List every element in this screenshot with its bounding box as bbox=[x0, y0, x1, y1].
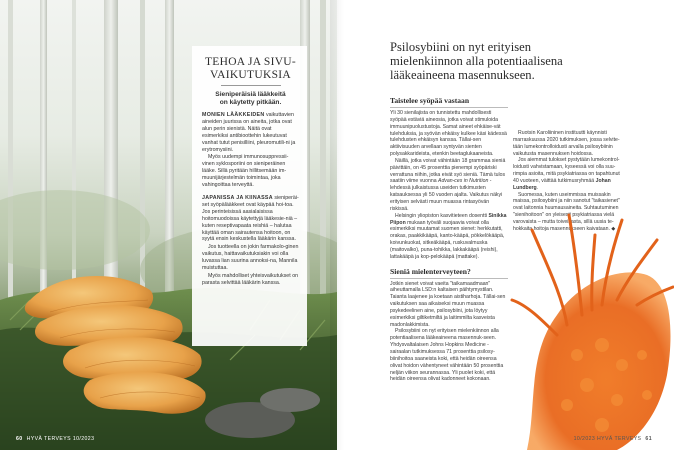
sidebar-subtitle-line1: Sieniperäisiä lääkkeitä bbox=[215, 91, 286, 98]
sidebar-title bbox=[202, 56, 299, 81]
sidebar-subtitle bbox=[202, 91, 299, 107]
sidebar-paragraph-2: Myös uudempi immunosuppressii-vinen syklosporiini on sieniperäinen lääke. Sillä pyritään hillitsemään im-muunijärjestelmän toimintaa, joka vahingoittaa terveyttä. bbox=[202, 154, 289, 189]
section1-paragraph-3 bbox=[390, 213, 508, 261]
sidebar-paragraph-5: Myös mahdolliset yhteisvaikutukset on parasta selvittää lääkärin kanssa. bbox=[202, 272, 299, 286]
sidebar-para3-lead: JAPANISSA JA KIINASSA bbox=[202, 194, 273, 201]
sidebar-paragraph-1 bbox=[202, 112, 299, 153]
section-heading-mental-health: Sieniä mielenterveyteen? bbox=[390, 266, 471, 276]
text-column-left bbox=[390, 96, 508, 383]
end-mark-icon: ◆ bbox=[611, 225, 616, 232]
col2-paragraph-2: Jos aiemmat tulokset pystytään lumekontrol-loidusti vahvistamaan, kyseessä voi olla suu-rimpia asioita, mitä psykiatriassa on tapahtunut 40 vuoteen, väittää tutkimusryhmää Johan Lundberg. bbox=[513, 157, 620, 191]
left-page-number: 60 bbox=[16, 436, 23, 442]
right-folio bbox=[574, 436, 652, 442]
sidebar-para1-text: vaikuttavien aineiden juurissa on aineita, jotka ovat alun perin sienistä. Näitä ovat esimerkiksi antibioottehin lukeutuvat vanhat tutut penisilliini, pleuromutili-ni ja erytromysiini. bbox=[202, 112, 296, 153]
col2-p3-text: Suomessa, kuten useimmissa muissakin maissa, psilosybiini ja niin sanotut "taikasienet" ovat laitonnia huumausaineita. Suhtautuminen "sienihoitoon" on yleisesti psykiatriassa vielä varovaista – mutta toiveikasta, sillä uusia te-hokkaita hoitoja masennukseen kaivataan. bbox=[513, 191, 620, 232]
headline-line3: lääkeaineena masennukseen. bbox=[390, 68, 535, 82]
s1-p3-name: Sinikka Piipon bbox=[390, 212, 507, 226]
sidebar-paragraph-3 bbox=[202, 195, 299, 243]
col2-p2-text: Jos aiemmat tulokset pystytään lumekontrol-loidusti vahvistamaan, kyseessä voi olla suu-rimpia asioita, mitä psykiatriassa on tapahtunut 40 vuoteen, väittää tutkimusryhmää bbox=[513, 157, 620, 184]
sidebar-subtitle-line2: on käytetty pitkään. bbox=[219, 99, 282, 106]
section-heading-cancer: Taistelee syöpää vastaan bbox=[390, 96, 470, 105]
right-folio-text: 10/2023 HYVÄ TERVEYS bbox=[573, 436, 642, 442]
right-page bbox=[337, 0, 674, 450]
right-page-number: 61 bbox=[645, 436, 652, 442]
s1-p2-rest: -lehdessä julkaistussa useiden tutkimusten katsauksessa yli 50 vuoden ajalta. Vaikutus näkyi erityisen selvästi muun muassa rintasyövän riskissä. bbox=[390, 178, 503, 212]
sidebar-box bbox=[192, 46, 307, 346]
headline-line1: Psilosybiini on nyt erityisen bbox=[390, 40, 531, 54]
section2-paragraph-2: Psilosybiini on nyt erityisen mielenkiinnon alla potentiaalisena lääkeaineena masennuk-seen. Yhdysvaltalaisen Johns Hopkins Medicine -sairaalan tutkimuksessa 71 prosenttia psilosy-biinihoitoa saaneista koki, että heidän oireensa olivat hoidon vähentyneet vähintään 50 prosenttia neljän viikon seurannassa. Yli puolet koki, että heidän oireensa olivat kadonneet kokonaan. bbox=[390, 328, 504, 383]
sidebar-title-line2: VAIKUTUKSIA bbox=[209, 68, 292, 81]
cordyceps-mushroom-photo bbox=[507, 205, 674, 450]
s1-p2-journal: Advan-ces in Nutrition bbox=[438, 178, 489, 185]
s1-p2-text: Näillä, jotka voivat vähintään 18 grammaa sieniä päivittäin, on 45 prosenttia pienempi syöpäriski verrattuna niihin, jotka eivät syö sieniä. Tämä tulos saatiin viime vuonna bbox=[390, 157, 506, 185]
section2-paragraph-1: Jotkin sienet voivat vaeita "taikamaadmaan" aiheuttamalla LSD:n kaltaisen päihtymystilan. Taianta laajenee ja koetaan aistiharhoja. Tällai-sen vaikutuksen saa aikaiseksi muun muassa psykedeelinen aine, psilosybiini, jota löytyy esimerkiksi giltiketmiltä ja laitimmilta kasveista madonlakkimista. bbox=[390, 280, 506, 328]
section1-paragraph-1: Yli 30 sienilajista on tunnistettu mahdollisesti syöpää estäviä aineosia, jotka voivat stimuloida immuunipuolustustoja. Samat aineet ehkäise-vät tulehduksia, ja syövän ehkäisy kulkee käsi kädessä tulehdusten ehkäisyn kanssa. Tällai-sen aktiivisuuden arvellaan syntyvän sienten polysakkarideista, etenkin beetaglukaaneista. bbox=[390, 110, 507, 158]
left-folio bbox=[16, 436, 94, 442]
s1-p3-before: Helsingin yliopiston kasvitieteen dosentti bbox=[395, 212, 489, 219]
article-headline bbox=[390, 40, 640, 82]
sidebar-para3-text: sieniperäi-set syöpälääkkeet ovat käypää hoi-toa. Jos perinteisissä aasialaisissa hoitomuodoissa käytettyjä lääkesie-niä – kuten reseptivapaata reishiä – halutaa käyttää oman sairautensa hoitoon, on syytä ensin keskustella lääkärin kanssa. bbox=[202, 194, 299, 243]
col2-paragraph-1: Ruotsin Karoliininen instituutti käynnisti marraskuussa 2020 tutkimuksen, jossa selvite-tään lumekontrolloidusti arvalla psilosybiinin vaikutusta masennuksen hoidossa. bbox=[513, 130, 620, 157]
section1-paragraph-2 bbox=[390, 158, 508, 213]
page-gutter-shadow bbox=[330, 0, 344, 450]
left-folio-text: HYVÄ TERVEYS 10/2023 bbox=[26, 436, 95, 442]
section-rule bbox=[390, 107, 508, 108]
section-rule-2 bbox=[390, 278, 508, 279]
headline-line2: mielenkiinnon alla potentiaalisena bbox=[390, 54, 563, 68]
col2-p2-name: Johan Lundberg bbox=[513, 177, 611, 191]
sidebar-divider bbox=[221, 85, 281, 86]
s1-p3-rest: mukaan työväli suojaavia voivat olla esimerkiksi muutamat suomen sienet: herkkutatti, orakas, paakkikääpä, kanto-kääpä, pökkelökääpä, koivunkuokat, sitkeäkääpä, ruskuvalmuska (maitovalko), puna-tohikka, lakkakääpä (reishi), lattakääpä ja kop-pelokääpä (mattake). bbox=[390, 219, 505, 260]
sidebar-para1-lead: MONIEN LÄÄKKEIDEN bbox=[202, 112, 265, 118]
sidebar-title-line1: TEHOA JA SIVU- bbox=[204, 56, 297, 68]
sidebar-paragraph-4: Jos tuotteella on jokin farmakolo-ginen vaikutus, haittavaikutuksiakin voi olla luvassa lian suurina annoksi-na, Mannila muistuttaa. bbox=[202, 244, 299, 272]
